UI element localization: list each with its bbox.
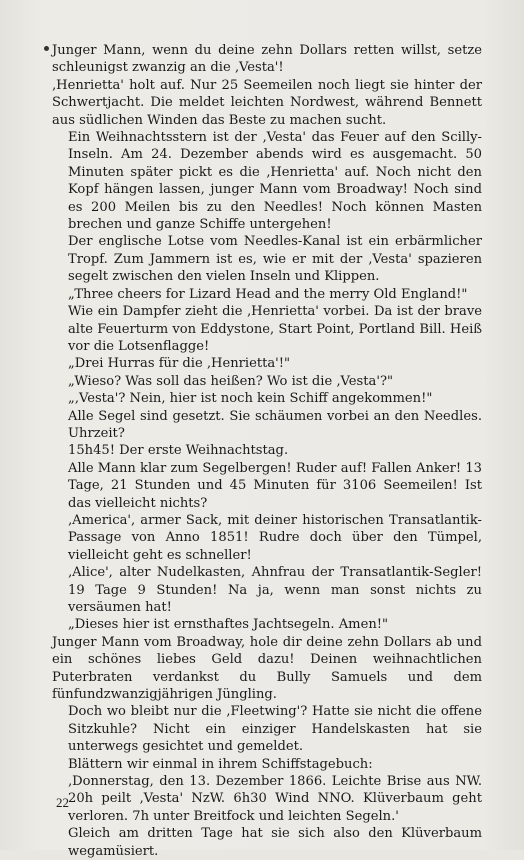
paragraph: Der englische Lotse vom Needles-Kanal ist ein erbärmlicher Tropf. Zum Jammern ist es, wie er mit der ‚Vesta' spazieren segelt zwischen den vielen Inseln und Klippen. <box>68 234 482 285</box>
paragraph: ‚Henrietta' holt auf. Nur 25 Seemeilen noch liegt sie hinter der Schwertjacht. Die meldet leichten Nordwest, während Bennett aus südlichen Winden das Beste zu machen sucht. <box>52 77 482 128</box>
paragraph: 15h45! Der erste Weihnachtstag. <box>68 443 289 459</box>
paragraph: Wie ein Dampfer zieht die ‚Henrietta' vorbei. Da ist der brave alte Feuerturm von Eddystone, Start Point, Portland Bill. Heiß vor die Lotsenflagge! <box>68 304 482 354</box>
paragraph: ‚Donnerstag, den 13. Dezember 1866. Leichte Brise aus NW. 20h peilt ‚Vesta' NzW. 6h30 Wind NNO. Klüverbaum geht verloren. 7h unter Breitfock und leichten Segeln.' <box>68 774 482 824</box>
paragraph: Blättern wir einmal in ihrem Schiffstagebuch: <box>68 756 373 772</box>
paragraph: Doch wo bleibt nur die ‚Fleetwing'? Hatte sie nicht die offene Sitzkuhle? Nicht ein einziger Handelskasten hat sie unterwegs gesichtet und gemeldet. <box>68 704 482 755</box>
ink-mark <box>44 46 49 51</box>
page-number: 22 <box>56 795 69 810</box>
paragraph: Junger Mann vom Broadway, hole dir deine zehn Dollars ab und ein schönes liebes Geld dazu! Deinen weihnachtlichen Puterbraten verdankst du Bully Samuels und dem fünfundzwanzigjährigen Jüngling. <box>52 634 482 703</box>
paragraph: „Three cheers for Lizard Head and the merry Old England!" <box>68 286 468 302</box>
body-text <box>52 42 482 860</box>
paragraph: „Drei Hurras für die ‚Henrietta'!" <box>68 356 291 372</box>
paragraph: Junger Mann, wenn du deine zehn Dollars retten willst, setze schleunigst zwanzig an die ‚Vesta'! <box>52 43 482 76</box>
paragraph: „Dieses hier ist ernsthaftes Jachtsegeln. Amen!" <box>68 617 389 633</box>
paragraph: „Wieso? Was soll das heißen? Wo ist die ‚Vesta'?" <box>68 373 393 389</box>
paragraph: „‚Vesta'? Nein, hier ist noch kein Schiff angekommen!" <box>68 391 433 407</box>
paragraph: ‚Alice', alter Nudelkasten, Ahnfrau der Transatlantik-Segler! 19 Tage 9 Stunden! Na ja, wenn man sonst nichts zu versäumen hat! <box>68 565 482 615</box>
paragraph: Gleich am dritten Tage hat sie sich also den Klüverbaum wegamüsiert. <box>68 826 482 859</box>
paragraph: Ein Weihnachtsstern ist der ‚Vesta' das Feuer auf den Scilly-Inseln. Am 24. Dezember abends wird es ausgemacht. 50 Minuten später pickt es die ‚Henrietta' auf. Noch nicht den Kopf hängen lassen, junger Mann vom Broadway! Noch sind es 200 Meilen bis zu den Needles! Noch können Masten brechen und ganze Schiffe untergehen! <box>68 130 482 233</box>
paragraph: Alle Segel sind gesetzt. Sie schäumen vorbei an den Needles. Uhrzeit? <box>68 408 482 441</box>
paragraph: Alle Mann klar zum Segelbergen! Ruder auf! Fallen Anker! 13 Tage, 21 Stunden und 45 Minuten für 3106 Seemeilen! Ist das vielleicht nichts? <box>68 460 482 511</box>
paragraph: ‚America', armer Sack, mit deiner historischen Transatlantik-Passage von Anno 1851! Rudre doch über den Tümpel, vielleicht geht es schneller! <box>68 512 482 563</box>
